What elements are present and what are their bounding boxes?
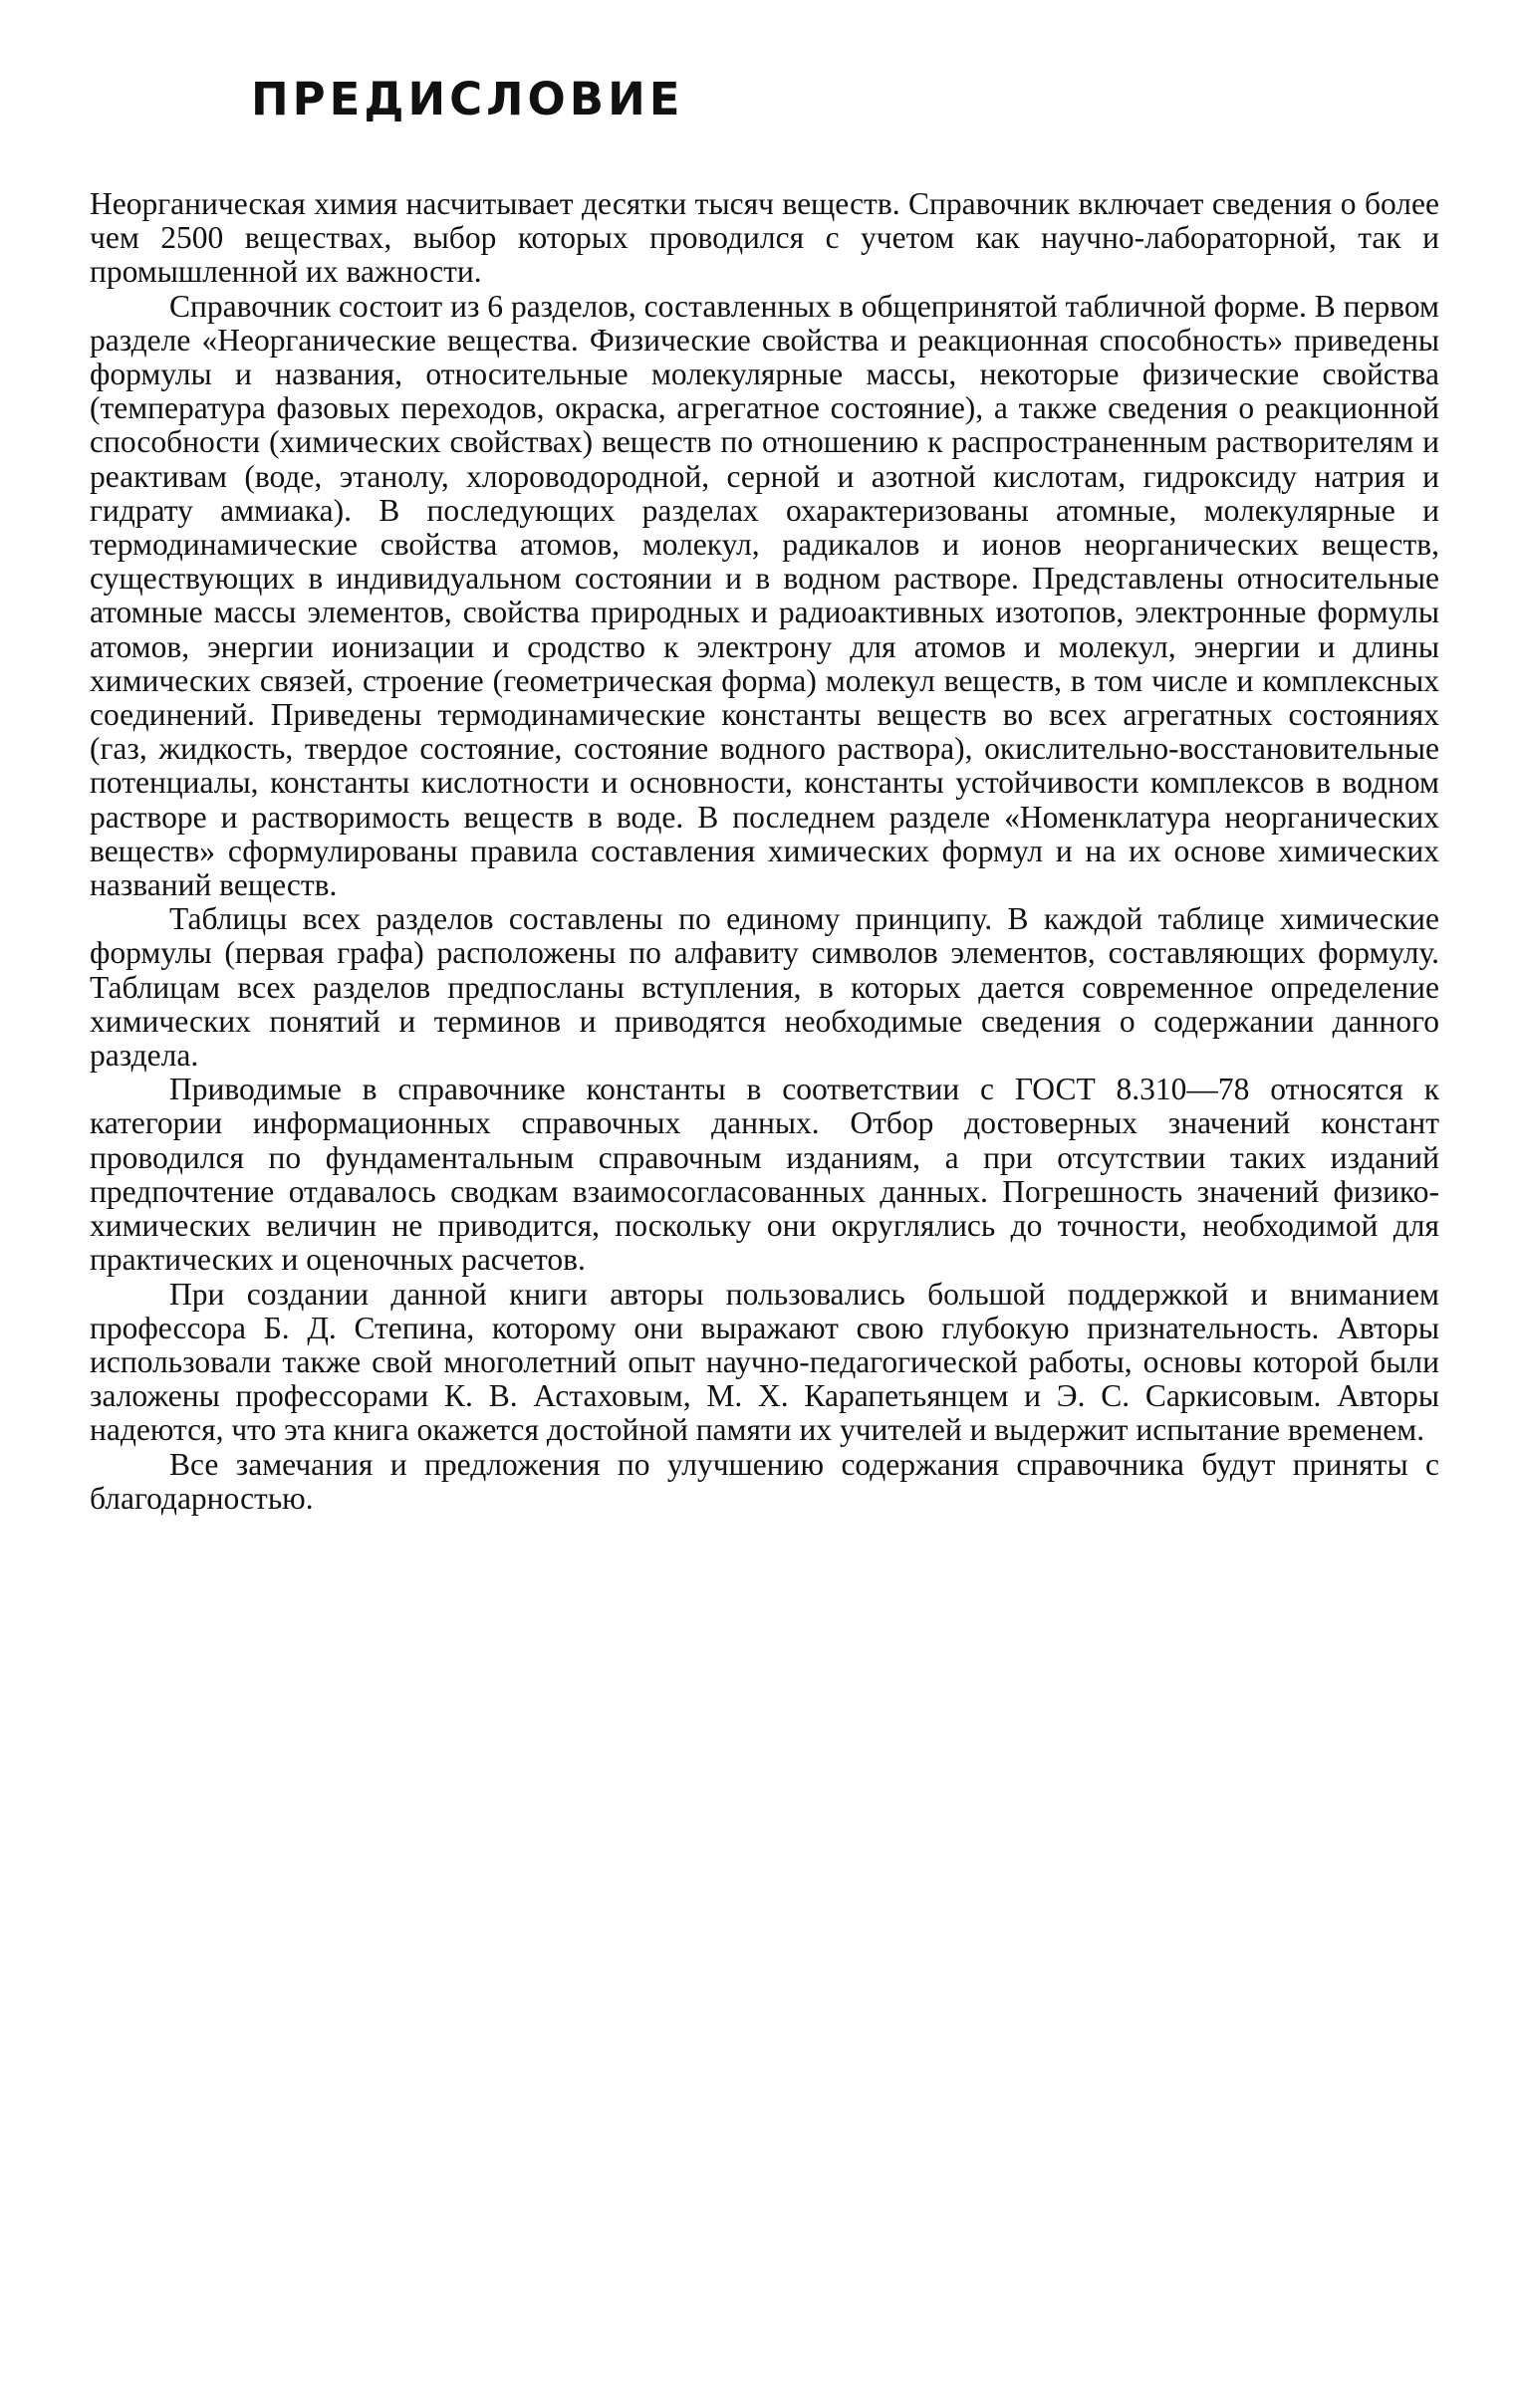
- page: [90, 70, 1439, 1516]
- paragraph-5: При создании данной книги авторы пользовались большой поддержкой и вниманием профессора Б. Д. Степина, которому они выражают свою глубокую признательность. Авторы использовали также свой многолетний опыт научно-педагогической работы, основы которой были заложены профессорами К. В. Астаховым, М. Х. Карапетьянцем и Э. С. Саркисовым. Авторы надеются, что эта книга окажется достойной памяти их учителей и выдержит испытание временем.: [90, 1276, 1439, 1448]
- paragraph-6: Все замечания и предложения по улучшению содержания справочника будут приняты с благодарностью.: [90, 1446, 1439, 1516]
- preface-text: [90, 187, 1439, 1516]
- page-title: ПРЕДИСЛОВИЕ: [251, 73, 684, 125]
- paragraph-1: Неорганическая химия насчитывает десятки тысяч веществ. Справочник включает сведения о более чем 2500 веществах, выбор которых проводился с учетом как научно-лабораторной, так и промышленной их важности.: [90, 186, 1439, 290]
- paragraph-3: Таблицы всех разделов составлены по единому принципу. В каждой таблице химические формулы (первая графа) расположены по алфавиту символов элементов, составляющих формулу. Таблицам всех разделов предпосланы вступления, в которых дается современное определение химических понятий и терминов и приводятся необходимые сведения о содержании данного раздела.: [90, 901, 1439, 1074]
- paragraph-4: Приводимые в справочнике константы в соответствии с ГОСТ 8.310—78 относятся к категории информационных справочных данных. Отбор достоверных значений констант проводился по фундаментальным справочным изданиям, а при отсутствии таких изданий предпочтение отдавалось сводкам взаимосогласованных данных. Погрешность значений физико-химических величин не приводится, поскольку они округлялись до точности, необходимой для практических и оценочных расчетов.: [90, 1072, 1439, 1278]
- paragraph-2: Справочник состоит из 6 разделов, составленных в общепринятой табличной форме. В первом разделе «Неорганические вещества. Физические свойства и реакционная способность» приведены формулы и названия, относительные молекулярные массы, некоторые физические свойства (температура фазовых переходов, окраска, агрегатное состояние), а также сведения о реакционной способности (химических свойствах) веществ по отношению к распространенным растворителям и реактивам (воде, этанолу, хлороводородной, серной и азотной кислотам, гидроксиду натрия и гидрату аммиака). В последующих разделах охарактеризованы атомные, молекулярные и термодинамические свойства атомов, молекул, радикалов и ионов неорганических веществ, существующих в индивидуальном состоянии и в водном растворе. Представлены относительные атомные массы элементов, свойства природных и радиоактивных изотопов, электронные формулы атомов, энергии ионизации и сродство к электрону для атомов и молекул, энергии и длины химических связей, строение (геометрическая форма) молекул веществ, в том числе и комплексных соединений. Приведены термодинамические константы веществ во всех агрегатных состояниях (газ, жидкость, твердое состояние, состояние водного раствора), окислительно-восстановительные потенциалы, константы кислотности и основности, константы устойчивости комплексов в водном растворе и растворимость веществ в воде. В последнем разделе «Номенклатура неорганических веществ» сформулированы правила составления химических формул и на их основе химических названий веществ.: [90, 288, 1439, 903]
